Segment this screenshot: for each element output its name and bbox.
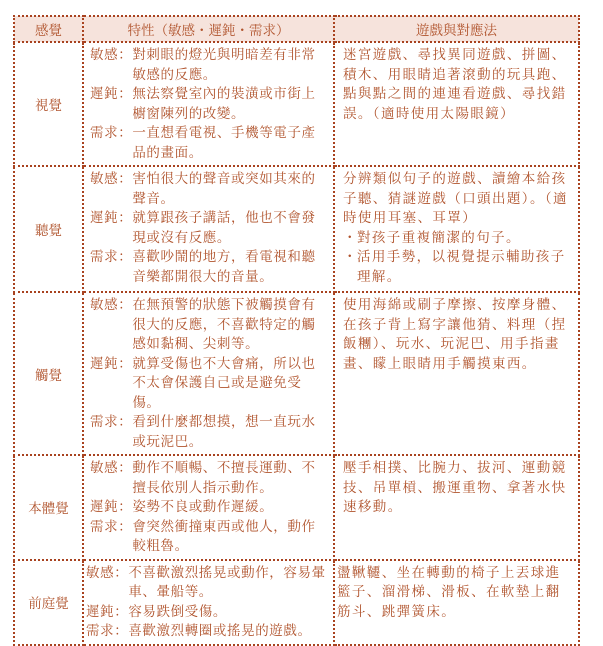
table-row — [14, 560, 579, 645]
sense-cell: 本體覺 — [14, 455, 83, 560]
trait-need: 需求： 喜歡激烈轉圈或搖晃的遊戲。 — [86, 623, 312, 639]
tip-bullet: ・ 活用手勢，以視覺提示輔助孩子理解。 — [343, 248, 570, 287]
games-cell: 盪鞦韆、坐在轉動的椅子上丟球進籃子、溜滑梯、滑板、在軟墊上翻筋斗、跳彈簧床。 — [334, 560, 579, 645]
traits-cell — [83, 560, 334, 645]
table-row — [14, 292, 579, 455]
bullet-dot-icon: ・ — [343, 229, 358, 246]
traits-cell — [83, 292, 334, 455]
table-row — [14, 455, 579, 560]
trait-need: 需求： 會突然衝撞東西或他人，動作較粗魯。 — [90, 518, 316, 554]
table-row — [14, 166, 579, 292]
trait-sensitive: 敏感： 害怕很大的聲音或突如其來的聲音。 — [90, 171, 316, 207]
sense-cell: 聽覺 — [14, 166, 83, 292]
traits-cell — [83, 166, 334, 292]
trait-sensitive: 敏感： 在無預警的狀態下被觸摸會有很大的反應，不喜歡特定的觸感如黏稠、尖刺等。 — [90, 297, 316, 352]
games-cell: 壓手相撲、比腕力、拔河、運動競技、吊單槓、搬運重物、拿著水快速移動。 — [334, 455, 579, 560]
games-cell: 使用海綿或刷子摩擦、按摩身體、在孩子背上寫字讓他猜、料理（捏飯糰）、玩水、玩泥巴、用手指畫畫、矇上眼睛用手觸摸東西。 — [334, 292, 579, 455]
games-cell: 分辨類似句子的遊戲、讀繪本給孩子聽、猜謎遊戲（口頭出題）。（適時使用耳塞、耳罩） ・ 對孩子重複簡潔的句子。 ・ 活用手勢，以視覺提示輔助孩子理解。 — [334, 166, 579, 292]
traits-cell — [83, 455, 334, 560]
trait-dull: 遲鈍： 姿勢不良或動作遲緩。 — [90, 499, 274, 515]
trait-sensitive: 敏感： 對刺眼的燈光與明暗差有非常敏感的反應。 — [90, 47, 316, 83]
games-cell: 迷宮遊戲、尋找異同遊戲、拼圖、積木、用眼睛追著滾動的玩具跑、點與點之間的連連看遊戲、尋找錯誤。（適時使用太陽眼鏡） — [334, 42, 579, 166]
bullet-dot-icon: ・ — [343, 249, 358, 265]
trait-dull: 遲鈍： 無法察覺室內的裝潢或市街上櫥窗陳列的改變。 — [90, 86, 316, 122]
tip-bullet: ・ 對孩子重複簡潔的句子。 — [343, 229, 570, 249]
traits-cell — [83, 42, 334, 166]
trait-need: 需求： 一直想看電視、手機等電子產品的畫面。 — [90, 125, 316, 161]
header-sense: 感覺 — [14, 16, 83, 42]
trait-dull: 遲鈍： 就算跟孩子講話，他也不會發現或沒有反應。 — [90, 210, 316, 246]
table-row — [14, 42, 579, 166]
header-traits: 特性（敏感・遲鈍・需求） — [83, 16, 334, 42]
header-games: 遊戲與對應法 — [334, 16, 579, 42]
trait-need: 需求： 喜歡吵鬧的地方，看電視和聽音樂都開很大的音量。 — [90, 249, 316, 285]
trait-sensitive: 敏感： 不喜歡激烈搖晃或動作，容易暈車、暈船等。 — [86, 564, 326, 600]
sensory-table — [13, 15, 580, 646]
trait-need: 需求： 看到什麼都想摸，想一直玩水或玩泥巴。 — [90, 414, 316, 450]
sense-cell: 前庭覺 — [14, 560, 83, 645]
sense-cell: 視覺 — [14, 42, 83, 166]
header-row — [14, 16, 579, 42]
trait-dull: 遲鈍： 就算受傷也不大會痛，所以也不太會保護自己或是避免受傷。 — [90, 355, 316, 411]
trait-dull: 遲鈍： 容易跌倒受傷。 — [86, 603, 228, 620]
trait-sensitive: 敏感： 動作不順暢、不擅長運動、不擅長依別人指示動作。 — [90, 460, 316, 496]
sense-cell: 觸覺 — [14, 292, 83, 455]
